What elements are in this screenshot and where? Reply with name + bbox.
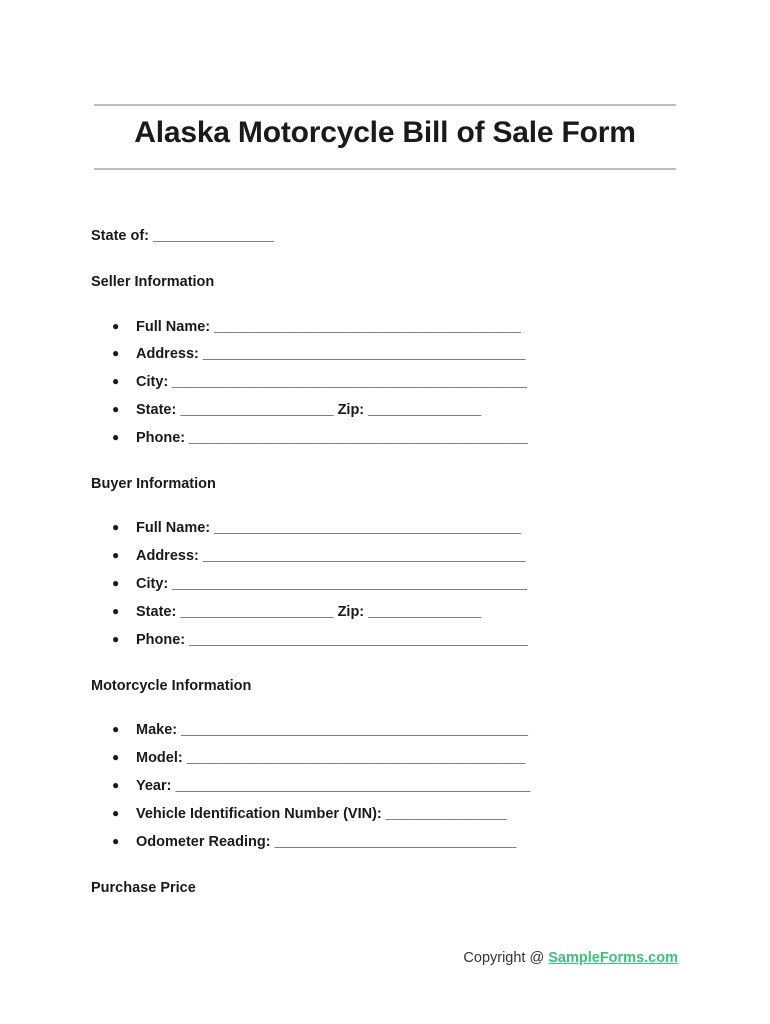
bullet-icon: ● — [112, 632, 120, 646]
bullet-icon: ● — [112, 750, 120, 764]
copyright-label: Copyright @ — [463, 950, 549, 966]
bullet-icon: ● — [112, 778, 120, 792]
buyer-phone-field — [112, 630, 528, 649]
document-title: Alaska Motorcycle Bill of Sale Form — [134, 116, 636, 149]
field-label: Odometer Reading: ______________________________ — [136, 834, 517, 850]
field-label: Phone: __________________________________________ — [136, 632, 528, 648]
bottom-divider — [94, 168, 676, 170]
seller-state-zip-field — [112, 400, 481, 419]
motorcycle-make-field — [112, 720, 528, 739]
field-label: Full Name: ______________________________________ — [136, 319, 521, 335]
seller-city-field — [112, 372, 527, 391]
buyer-state-zip-field — [112, 602, 481, 621]
motorcycle-vin-field — [112, 804, 507, 823]
brand-link[interactable]: SampleForms.com — [548, 950, 678, 966]
top-divider — [94, 104, 676, 106]
field-label: State: ___________________ Zip: ______________ — [136, 604, 482, 620]
field-label: City: ____________________________________________ — [136, 374, 528, 390]
state-of-field: State of: _______________ — [91, 228, 274, 244]
bullet-icon: ● — [112, 430, 120, 444]
motorcycle-model-field — [112, 748, 525, 767]
field-label: City: ____________________________________________ — [136, 576, 528, 592]
field-label: Vehicle Identification Number (VIN): _______________ — [136, 806, 507, 822]
bullet-icon: ● — [112, 722, 120, 736]
field-label: Address: ________________________________________ — [136, 346, 526, 362]
buyer-full-name-field — [112, 518, 521, 537]
motorcycle-section-heading: Motorcycle Information — [91, 678, 252, 694]
motorcycle-odometer-field — [112, 832, 517, 851]
field-label: Full Name: ______________________________________ — [136, 520, 521, 536]
field-label: Make: ___________________________________________ — [136, 722, 528, 738]
field-label: Phone: __________________________________________ — [136, 430, 528, 446]
bullet-icon: ● — [112, 520, 120, 534]
bullet-icon: ● — [112, 834, 120, 848]
purchase-price-heading: Purchase Price — [91, 880, 196, 896]
seller-address-field — [112, 344, 525, 363]
seller-section-heading: Seller Information — [91, 274, 215, 290]
bullet-icon: ● — [112, 604, 120, 618]
bullet-icon: ● — [112, 576, 120, 590]
buyer-address-field — [112, 546, 525, 565]
bullet-icon: ● — [112, 402, 120, 416]
field-label: State: ___________________ Zip: ______________ — [136, 402, 482, 418]
seller-phone-field — [112, 428, 528, 447]
bullet-icon: ● — [112, 319, 120, 333]
field-label: Year: ____________________________________________ — [136, 778, 531, 794]
bullet-icon: ● — [112, 806, 120, 820]
field-label: Address: ________________________________________ — [136, 548, 526, 564]
bullet-icon: ● — [112, 346, 120, 360]
motorcycle-year-field — [112, 776, 530, 795]
bullet-icon: ● — [112, 548, 120, 562]
bullet-icon: ● — [112, 374, 120, 388]
seller-full-name-field — [112, 317, 521, 336]
buyer-section-heading: Buyer Information — [91, 476, 216, 492]
field-label: Model: __________________________________________ — [136, 750, 526, 766]
copyright-footer — [463, 950, 678, 966]
buyer-city-field — [112, 574, 527, 593]
